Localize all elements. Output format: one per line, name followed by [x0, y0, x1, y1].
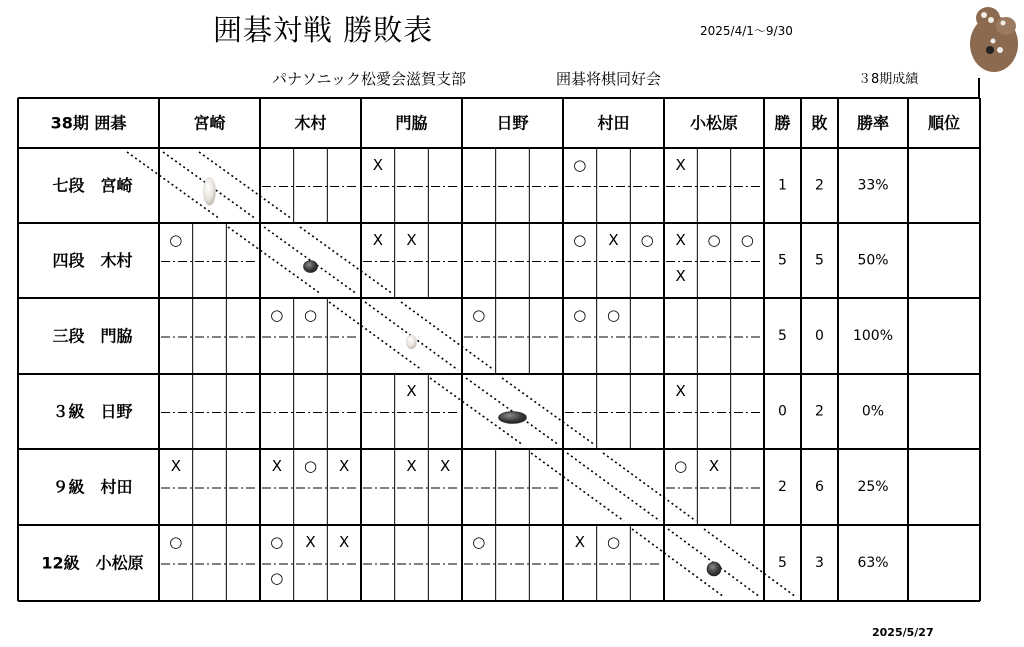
loss-mark: X — [170, 457, 181, 475]
row-label: 四段 木村 — [52, 251, 133, 270]
loss-mark: X — [675, 231, 686, 249]
loss-mark: X — [675, 267, 686, 285]
row-label: ９級 村田 — [52, 477, 133, 497]
column-header-stat: 勝率 — [856, 113, 890, 133]
row-label: ３級 日野 — [52, 402, 133, 421]
win-mark: ○ — [270, 533, 284, 551]
loss-mark: X — [406, 457, 417, 475]
win-mark: ○ — [640, 231, 654, 249]
loss-mark: X — [305, 533, 316, 551]
win-mark: ○ — [573, 306, 587, 324]
loss-mark: X — [608, 231, 619, 249]
win-rate-value: 25% — [857, 479, 889, 495]
losses-value: 2 — [815, 177, 824, 194]
wins-value: 5 — [778, 252, 787, 269]
column-header-stat: 順位 — [927, 113, 961, 133]
win-mark: ○ — [270, 306, 284, 324]
self-match-cell — [531, 449, 696, 525]
win-rate-value: 100% — [852, 328, 894, 344]
win-mark: ○ — [606, 533, 621, 551]
wins-value: 0 — [778, 403, 787, 420]
win-mark: ○ — [303, 457, 318, 475]
period-range: 2025/4/1～9/30 — [700, 24, 793, 38]
black-stone — [707, 562, 721, 576]
win-rate-value: 50% — [857, 252, 889, 269]
win-mark: ○ — [740, 231, 754, 249]
loss-mark: X — [339, 533, 350, 551]
column-header-player: 村田 — [597, 113, 630, 133]
column-header-stat: 勝 — [774, 113, 791, 133]
win-rate-value: 0% — [861, 403, 885, 420]
row-label: 12級 小松原 — [41, 553, 144, 573]
wins-value: 5 — [778, 555, 787, 571]
corner-header: 38期 囲碁 — [50, 113, 127, 133]
wins-value: 2 — [778, 479, 787, 495]
club-group: 囲碁将棋同好会 — [556, 70, 662, 88]
loss-mark: X — [406, 231, 417, 249]
losses-value: 3 — [815, 555, 824, 571]
club-name: パナソニック松愛会滋賀支部 — [272, 70, 466, 88]
column-header-player: 木村 — [294, 113, 327, 133]
win-mark: ○ — [472, 533, 486, 551]
loss-mark: X — [675, 156, 686, 174]
losses-value: 6 — [815, 479, 824, 495]
column-header-player: 日野 — [496, 113, 529, 133]
loss-mark: X — [271, 457, 282, 475]
win-mark: ○ — [270, 569, 284, 587]
black-stone — [499, 412, 527, 424]
win-mark: ○ — [707, 231, 721, 249]
win-rate-value: 63% — [857, 555, 889, 571]
white-stone — [407, 335, 417, 349]
loss-mark: X — [675, 382, 686, 400]
white-stone — [204, 178, 216, 206]
loss-mark: X — [339, 457, 350, 475]
row-label: 三段 門脇 — [52, 326, 133, 346]
row-label: 七段 宮崎 — [52, 176, 133, 195]
win-mark: ○ — [169, 533, 183, 551]
loss-mark: X — [708, 457, 720, 475]
column-header-stat: 敗 — [811, 113, 828, 133]
loss-mark: X — [406, 382, 417, 400]
losses-value: 5 — [815, 252, 824, 269]
win-mark: ○ — [472, 306, 486, 324]
column-header-player: 門脇 — [395, 113, 428, 133]
term-result: ３8期成績 — [858, 72, 919, 87]
footer-date: 2025/5/27 — [872, 626, 934, 639]
loss-mark: X — [574, 533, 585, 551]
column-header-player: 小松原 — [689, 113, 739, 133]
win-mark: ○ — [573, 156, 587, 174]
win-rate-value: 33% — [857, 177, 889, 194]
win-mark: ○ — [606, 306, 621, 324]
page-title: 囲碁対戦 勝敗表 — [213, 13, 434, 47]
loss-mark: X — [372, 231, 383, 249]
win-mark: ○ — [573, 231, 587, 249]
wins-value: 5 — [778, 328, 787, 344]
wins-value: 1 — [778, 177, 787, 194]
black-stone — [304, 261, 318, 273]
loss-mark: X — [372, 156, 383, 174]
win-mark: ○ — [674, 457, 688, 475]
win-mark: ○ — [303, 306, 318, 324]
losses-value: 2 — [815, 403, 824, 420]
losses-value: 0 — [815, 328, 824, 344]
loss-mark: X — [440, 457, 451, 475]
column-header-player: 宮崎 — [193, 113, 226, 133]
win-mark: ○ — [169, 231, 183, 249]
